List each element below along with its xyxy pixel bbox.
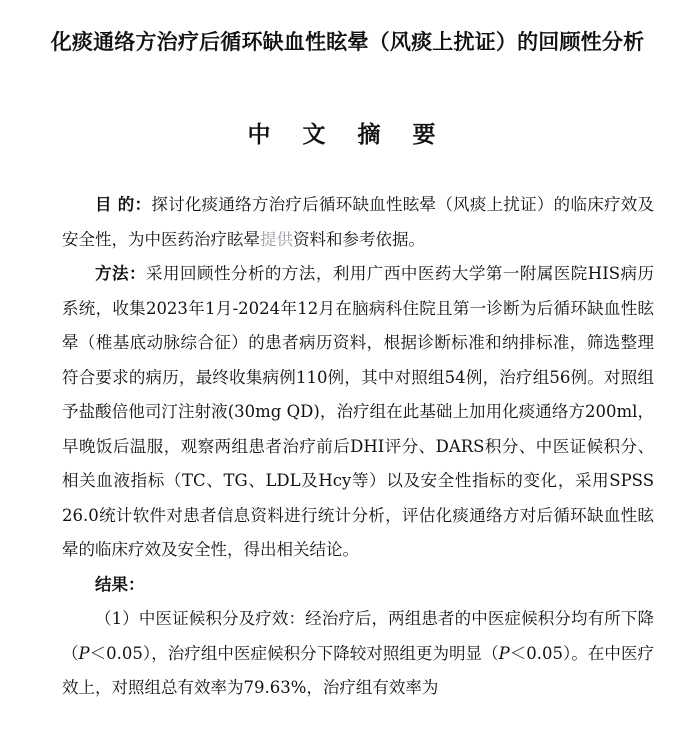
results-text-b: ＜0.05），治疗组中医症候积分下降较对照组更为明显（ bbox=[89, 643, 499, 663]
abstract-body bbox=[62, 188, 654, 706]
objective-text-end: 资料和参考依据。 bbox=[293, 229, 425, 249]
p-symbol: P bbox=[498, 643, 510, 663]
p-symbol: P bbox=[78, 643, 90, 663]
methods-paragraph bbox=[62, 257, 654, 568]
watermark-obscured-text: 提供 bbox=[260, 229, 293, 249]
methods-text: 采用回顾性分析的方法，利用广西中医药大学第一附属医院HIS病历系统，收集2023年1月-2024年12月在脑病科住院且第一诊断为后循环缺血性眩晕（椎基底动脉综合征）的患者病历资料，根据诊断标准和纳排标准，筛选整理符合要求的病历，最终收集病例110例，其中对照组54例，治疗组56例。对照组予盐酸倍他司汀注射液(30mg QD)，治疗组在此基础上加用化痰通络方200ml，早晚饭后温服，观察两组患者治疗前后DHI评分、DARS积分、中医证候积分、相关血液指标（TC、TG、LDL及Hcy等）以及安全性指标的变化，采用SPSS 26.0统计软件对患者信息资料进行统计分析，评估化痰通络方对后循环缺血性眩晕的临床疗效及安全性，得出相关结论。 bbox=[62, 264, 654, 559]
objective-text: 探讨化痰通络方治疗后循环缺血性眩晕（风痰上扰证）的临床疗效及安全性，为中医药治疗眩晕 bbox=[62, 195, 655, 249]
results-text-a: （1）中医证候积分及疗效：经治疗后，两组患者的中医症候积分均有所下降（ bbox=[62, 609, 654, 663]
objective-label: 目 的： bbox=[95, 195, 152, 214]
results-item-1 bbox=[62, 602, 654, 706]
paper-title: 化痰通络方治疗后循环缺血性眩晕（风痰上扰证）的回顾性分析 bbox=[50, 30, 645, 54]
objective-paragraph bbox=[62, 188, 654, 257]
methods-label: 方法： bbox=[95, 264, 146, 283]
results-heading: 结果： bbox=[95, 574, 145, 594]
results-text-c: ＜0.05）。在中医疗效上，对照组总有效率为79.63%，治疗组有效率为 bbox=[62, 643, 654, 697]
abstract-heading: 中 文 摘 要 bbox=[247, 122, 448, 148]
